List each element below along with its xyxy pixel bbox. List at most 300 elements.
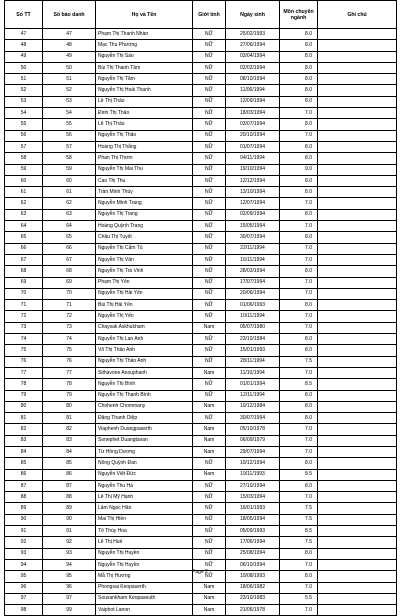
cell-dob: 02/02/1994 <box>226 62 280 73</box>
table-row <box>5 254 397 265</box>
cell-note <box>318 514 397 525</box>
cell-stt: 82 <box>5 424 43 435</box>
cell-sbd: 93 <box>43 548 96 559</box>
cell-sbd: 52 <box>43 85 96 96</box>
cell-sbd: 86 <box>43 469 96 480</box>
cell-stt: 50 <box>5 62 43 73</box>
cell-stt: 68 <box>5 266 43 277</box>
cell-dob: 10/12/1984 <box>226 401 280 412</box>
cell-dob: 04/11/1994 <box>226 153 280 164</box>
cell-stt: 55 <box>5 119 43 130</box>
cell-stt: 93 <box>5 548 43 559</box>
cell-dob: 10/12/1994 <box>226 458 280 469</box>
cell-name: Chohenh Chommany <box>96 401 193 412</box>
cell-stt: 59 <box>5 164 43 175</box>
table-row <box>5 277 397 288</box>
cell-sbd: 59 <box>43 164 96 175</box>
cell-score: 8.0 <box>280 175 318 186</box>
table-row <box>5 96 397 107</box>
cell-name: Châu Thị Tuyết <box>96 232 193 243</box>
cell-score: 8.0 <box>280 40 318 51</box>
cell-dob: 19/10/1994 <box>226 164 280 175</box>
table-row <box>5 119 397 130</box>
cell-gender: NỮ <box>193 334 226 345</box>
cell-gender: NỮ <box>193 153 226 164</box>
cell-sbd: 91 <box>43 526 96 537</box>
cell-gender: NỮ <box>193 480 226 491</box>
cell-name: Nguyễn Thị Cẩm Tú <box>96 243 193 254</box>
cell-name: Nguyễn Thị Hải Yến <box>96 288 193 299</box>
cell-dob: 10/08/1993 <box>226 571 280 582</box>
cell-name: Nguyễn Thu Hà <box>96 480 193 491</box>
cell-name: Nguyễn Thị Vân <box>96 254 193 265</box>
cell-sbd: 99 <box>43 605 96 616</box>
table-row <box>5 141 397 152</box>
cell-dob: 01/06/1993 <box>226 300 280 311</box>
cell-note <box>318 254 397 265</box>
cell-dob: 25/08/1994 <box>226 548 280 559</box>
cell-note <box>318 322 397 333</box>
cell-gender: Nam <box>193 593 226 604</box>
cell-score: 7.5 <box>280 514 318 525</box>
cell-sbd: 89 <box>43 503 96 514</box>
cell-gender: NỮ <box>193 119 226 130</box>
table-row <box>5 503 397 514</box>
cell-sbd: 95 <box>43 571 96 582</box>
cell-gender: NỮ <box>193 29 226 40</box>
student-results-sheet <box>4 0 396 616</box>
cell-name: Nguyễn Thị Thanh Bình <box>96 390 193 401</box>
table-row <box>5 526 397 537</box>
cell-score: 8.0 <box>280 119 318 130</box>
cell-score: 8.0 <box>280 85 318 96</box>
header-gender: Giới tính <box>193 1 226 29</box>
cell-dob: 03/07/1994 <box>226 119 280 130</box>
cell-gender: NỮ <box>193 221 226 232</box>
cell-gender: NỮ <box>193 559 226 570</box>
cell-dob: 28/03/1994 <box>226 266 280 277</box>
cell-gender: NỮ <box>193 345 226 356</box>
cell-sbd: 58 <box>43 153 96 164</box>
cell-note <box>318 198 397 209</box>
header-dob: Ngày sinh <box>226 1 280 29</box>
table-row <box>5 435 397 446</box>
cell-name: Lê Thị Thảo <box>96 96 193 107</box>
cell-note <box>318 526 397 537</box>
cell-score: 7.0 <box>280 424 318 435</box>
cell-name: Mẫ Thị Hương <box>96 571 193 582</box>
cell-sbd: 88 <box>43 492 96 503</box>
cell-dob: 27/06/1994 <box>226 40 280 51</box>
table-row <box>5 29 397 40</box>
cell-dob: 03/04/1994 <box>226 51 280 62</box>
header-major-score: Môn chuyên ngành <box>280 1 318 29</box>
cell-score: 7.0 <box>280 277 318 288</box>
cell-stt: 92 <box>5 537 43 548</box>
cell-sbd: 79 <box>43 390 96 401</box>
cell-score: 8.0 <box>280 345 318 356</box>
cell-gender: NỮ <box>193 232 226 243</box>
cell-score: 8.0 <box>280 96 318 107</box>
cell-gender: NỮ <box>193 379 226 390</box>
cell-sbd: 66 <box>43 243 96 254</box>
cell-note <box>318 300 397 311</box>
header-name: Họ và Tên <box>96 1 193 29</box>
cell-note <box>318 480 397 491</box>
cell-sbd: 70 <box>43 288 96 299</box>
cell-gender: NỮ <box>193 40 226 51</box>
cell-score: 8.0 <box>280 480 318 491</box>
cell-sbd: 61 <box>43 187 96 198</box>
cell-dob: 05/09/1993 <box>226 526 280 537</box>
cell-name: Sonephet Duangtavan <box>96 435 193 446</box>
cell-gender: NỮ <box>193 571 226 582</box>
cell-name: Nguyễn Minh Trang <box>96 198 193 209</box>
cell-dob: 22/11/1994 <box>226 243 280 254</box>
table-row <box>5 288 397 299</box>
cell-sbd: 73 <box>43 322 96 333</box>
cell-name: Nguyễn Thị Hoài Thanh <box>96 85 193 96</box>
cell-dob: 21/06/1978 <box>226 605 280 616</box>
cell-gender: Nam <box>193 435 226 446</box>
cell-name: Lê Thị Huế <box>96 537 193 548</box>
cell-name: Nguyễn Thị Yến <box>96 311 193 322</box>
cell-name: Lê Thị Thảo <box>96 119 193 130</box>
cell-sbd: 97 <box>43 593 96 604</box>
cell-score: 8.5 <box>280 469 318 480</box>
cell-dob: 02/09/1994 <box>226 209 280 220</box>
cell-gender: NỮ <box>193 85 226 96</box>
cell-name: Nguyễn Thị Thảo <box>96 130 193 141</box>
cell-stt: 85 <box>5 458 43 469</box>
cell-stt: 71 <box>5 300 43 311</box>
cell-gender: Nam <box>193 469 226 480</box>
table-row <box>5 243 397 254</box>
cell-dob: 08/10/1994 <box>226 74 280 85</box>
cell-gender: NỮ <box>193 243 226 254</box>
table-row <box>5 85 397 96</box>
cell-stt: 83 <box>5 435 43 446</box>
cell-note <box>318 96 397 107</box>
cell-score: 7.0 <box>280 492 318 503</box>
cell-score: 7.0 <box>280 108 318 119</box>
cell-note <box>318 62 397 73</box>
cell-stt: 87 <box>5 480 43 491</box>
table-row <box>5 605 397 616</box>
cell-score: 8.0 <box>280 62 318 73</box>
table-row <box>5 548 397 559</box>
cell-sbd: 65 <box>43 232 96 243</box>
cell-stt: 84 <box>5 446 43 457</box>
table-row <box>5 51 397 62</box>
cell-gender: NỮ <box>193 458 226 469</box>
cell-gender: NỮ <box>193 254 226 265</box>
cell-dob: 18/06/1982 <box>226 582 280 593</box>
cell-dob: 15/05/1994 <box>226 221 280 232</box>
cell-gender: Nam <box>193 605 226 616</box>
table-row <box>5 458 397 469</box>
cell-gender: Nam <box>193 322 226 333</box>
cell-sbd: 49 <box>43 51 96 62</box>
cell-gender: NỮ <box>193 74 226 85</box>
cell-name: Phongsai Keopaserth <box>96 582 193 593</box>
cell-name: Bùi Thị Hải Yến <box>96 300 193 311</box>
cell-gender: NỮ <box>193 164 226 175</box>
cell-score: 8.0 <box>280 334 318 345</box>
cell-dob: 12/09/1994 <box>226 96 280 107</box>
cell-name: Nguyễn Thị Lan Anh <box>96 334 193 345</box>
cell-note <box>318 288 397 299</box>
cell-stt: 70 <box>5 288 43 299</box>
cell-sbd: 94 <box>43 559 96 570</box>
table-row <box>5 322 397 333</box>
cell-dob: 16/01/1993 <box>226 503 280 514</box>
table-row <box>5 334 397 345</box>
cell-name: Tô Thúy Hoa <box>96 526 193 537</box>
cell-stt: 58 <box>5 153 43 164</box>
table-row <box>5 379 397 390</box>
cell-dob: 19/11/1993 <box>226 469 280 480</box>
cell-note <box>318 469 397 480</box>
cell-sbd: 78 <box>43 379 96 390</box>
table-row <box>5 232 397 243</box>
cell-dob: 18/03/1994 <box>226 108 280 119</box>
cell-name: Đinh Thị Thảo <box>96 108 193 119</box>
cell-gender: NỮ <box>193 492 226 503</box>
cell-gender: NỮ <box>193 198 226 209</box>
cell-dob: 15/01/1993 <box>226 345 280 356</box>
header-sbd: Số báo danh <box>43 1 96 29</box>
cell-sbd: 63 <box>43 209 96 220</box>
cell-gender: NỮ <box>193 187 226 198</box>
results-table <box>4 0 397 616</box>
table-row <box>5 401 397 412</box>
cell-stt: 90 <box>5 514 43 525</box>
cell-score: 8.0 <box>280 74 318 85</box>
cell-stt: 49 <box>5 51 43 62</box>
cell-stt: 48 <box>5 40 43 51</box>
cell-stt: 89 <box>5 503 43 514</box>
cell-dob: 15/03/1994 <box>226 492 280 503</box>
cell-name: Từ Hồng Dương <box>96 446 193 457</box>
cell-note <box>318 401 397 412</box>
cell-note <box>318 424 397 435</box>
cell-stt: 88 <box>5 492 43 503</box>
cell-name: Nguyễn Thị Huyền <box>96 548 193 559</box>
cell-sbd: 83 <box>43 435 96 446</box>
cell-sbd: 71 <box>43 300 96 311</box>
cell-dob: 12/07/1994 <box>226 198 280 209</box>
cell-score: 8.0 <box>280 300 318 311</box>
cell-note <box>318 379 397 390</box>
cell-name: Hoàng Thị Thắng <box>96 141 193 152</box>
cell-dob: 20/10/1994 <box>226 130 280 141</box>
cell-note <box>318 51 397 62</box>
cell-gender: NỮ <box>193 300 226 311</box>
cell-stt: 77 <box>5 367 43 378</box>
cell-gender: NỮ <box>193 548 226 559</box>
cell-stt: 72 <box>5 311 43 322</box>
cell-gender: Nam <box>193 401 226 412</box>
cell-score: 7.0 <box>280 311 318 322</box>
table-row <box>5 537 397 548</box>
cell-name: Nguyễn Thị Trang <box>96 209 193 220</box>
table-row <box>5 593 397 604</box>
cell-name: Võ Thị Thảo Anh <box>96 345 193 356</box>
cell-score: 7.0 <box>280 130 318 141</box>
cell-dob: 06/10/1994 <box>226 559 280 570</box>
cell-note <box>318 209 397 220</box>
cell-name: Trần Minh Thúy <box>96 187 193 198</box>
cell-score: 8.0 <box>280 187 318 198</box>
cell-stt: 76 <box>5 356 43 367</box>
cell-score: 9.0 <box>280 164 318 175</box>
cell-gender: NỮ <box>193 141 226 152</box>
cell-name: Vaiphot Lanon <box>96 605 193 616</box>
cell-stt: 65 <box>5 232 43 243</box>
cell-sbd: 82 <box>43 424 96 435</box>
cell-name: Phạm Thị Thanh Nhàn <box>96 29 193 40</box>
cell-sbd: 56 <box>43 130 96 141</box>
header-stt: Số TT <box>5 1 43 29</box>
cell-name: Nguyễn Thị Huyền <box>96 559 193 570</box>
cell-dob: 10/11/1994 <box>226 311 280 322</box>
table-row <box>5 62 397 73</box>
cell-stt: 63 <box>5 209 43 220</box>
cell-dob: 25/02/1993 <box>226 29 280 40</box>
cell-score: 8.0 <box>280 232 318 243</box>
cell-sbd: 50 <box>43 62 96 73</box>
cell-note <box>318 446 397 457</box>
cell-score: 7.5 <box>280 537 318 548</box>
cell-stt: 86 <box>5 469 43 480</box>
cell-stt: 96 <box>5 582 43 593</box>
cell-dob: 23/10/1984 <box>226 334 280 345</box>
cell-sbd: 47 <box>43 29 96 40</box>
cell-name: Souvankham Keopaseuth <box>96 593 193 604</box>
cell-note <box>318 605 397 616</box>
cell-stt: 94 <box>5 559 43 570</box>
cell-stt: 66 <box>5 243 43 254</box>
cell-sbd: 80 <box>43 401 96 412</box>
cell-stt: 80 <box>5 401 43 412</box>
cell-score: 5.5 <box>280 593 318 604</box>
cell-name: Mai Thị Hiền <box>96 514 193 525</box>
cell-stt: 47 <box>5 29 43 40</box>
cell-dob: 20/06/1994 <box>226 288 280 299</box>
table-row <box>5 108 397 119</box>
cell-score: 7.5 <box>280 356 318 367</box>
cell-dob: 01/01/1994 <box>226 379 280 390</box>
table-row <box>5 311 397 322</box>
cell-stt: 54 <box>5 108 43 119</box>
cell-note <box>318 390 397 401</box>
cell-note <box>318 29 397 40</box>
cell-sbd: 75 <box>43 345 96 356</box>
table-row <box>5 300 397 311</box>
cell-name: Lê Thị Mỹ Hạnh <box>96 492 193 503</box>
cell-note <box>318 435 397 446</box>
cell-dob: 01/07/1994 <box>226 141 280 152</box>
cell-score: 7.0 <box>280 221 318 232</box>
cell-note <box>318 187 397 198</box>
cell-name: Mạc Thu Phương <box>96 40 193 51</box>
cell-sbd: 96 <box>43 582 96 593</box>
cell-name: Nông Quỳnh Đan <box>96 458 193 469</box>
cell-stt: 61 <box>5 187 43 198</box>
cell-gender: NỮ <box>193 277 226 288</box>
table-row <box>5 209 397 220</box>
table-row <box>5 514 397 525</box>
cell-name: Cao Thị Thu <box>96 175 193 186</box>
cell-score: 7.0 <box>280 254 318 265</box>
cell-name: Phan Thị Thơm <box>96 153 193 164</box>
cell-gender: NỮ <box>193 209 226 220</box>
cell-gender: NỮ <box>193 390 226 401</box>
cell-gender: NỮ <box>193 526 226 537</box>
table-row <box>5 164 397 175</box>
cell-stt: 73 <box>5 322 43 333</box>
cell-sbd: 57 <box>43 141 96 152</box>
cell-dob: 23/10/1983 <box>226 593 280 604</box>
cell-score: 8.0 <box>280 458 318 469</box>
cell-gender: NỮ <box>193 130 226 141</box>
page-footer: Page 2 <box>192 569 208 575</box>
cell-gender: NỮ <box>193 413 226 424</box>
cell-dob: 11/06/1994 <box>226 85 280 96</box>
cell-note <box>318 492 397 503</box>
cell-name: Nguyễn Thị Mai Thu <box>96 164 193 175</box>
cell-stt: 64 <box>5 221 43 232</box>
cell-name: Nguyễn Thị Trà Vinh <box>96 266 193 277</box>
cell-gender: NỮ <box>193 175 226 186</box>
cell-score: 8.0 <box>280 141 318 152</box>
table-row <box>5 74 397 85</box>
cell-score: 8.0 <box>280 390 318 401</box>
cell-stt: 98 <box>5 605 43 616</box>
cell-note <box>318 175 397 186</box>
cell-score: 8.0 <box>280 571 318 582</box>
cell-stt: 67 <box>5 254 43 265</box>
cell-gender: Nam <box>193 424 226 435</box>
cell-sbd: 81 <box>43 413 96 424</box>
table-row <box>5 130 397 141</box>
cell-dob: 05/10/1978 <box>226 424 280 435</box>
cell-sbd: 92 <box>43 537 96 548</box>
cell-score: 7.0 <box>280 446 318 457</box>
cell-note <box>318 141 397 152</box>
cell-name: Hoàng Quỳnh Trang <box>96 221 193 232</box>
cell-note <box>318 548 397 559</box>
cell-name: Nguyễn Thị Tâm <box>96 74 193 85</box>
cell-score: 8.0 <box>280 51 318 62</box>
cell-note <box>318 345 397 356</box>
cell-score: 7.5 <box>280 503 318 514</box>
cell-score: 7.0 <box>280 198 318 209</box>
cell-note <box>318 40 397 51</box>
cell-gender: Nam <box>193 446 226 457</box>
cell-name: Nguyễn Thị Bình <box>96 379 193 390</box>
cell-note <box>318 277 397 288</box>
cell-note <box>318 232 397 243</box>
cell-note <box>318 164 397 175</box>
cell-sbd: 84 <box>43 446 96 457</box>
cell-gender: NỮ <box>193 356 226 367</box>
table-row <box>5 153 397 164</box>
cell-note <box>318 130 397 141</box>
cell-score: 8.0 <box>280 209 318 220</box>
cell-stt: 74 <box>5 334 43 345</box>
